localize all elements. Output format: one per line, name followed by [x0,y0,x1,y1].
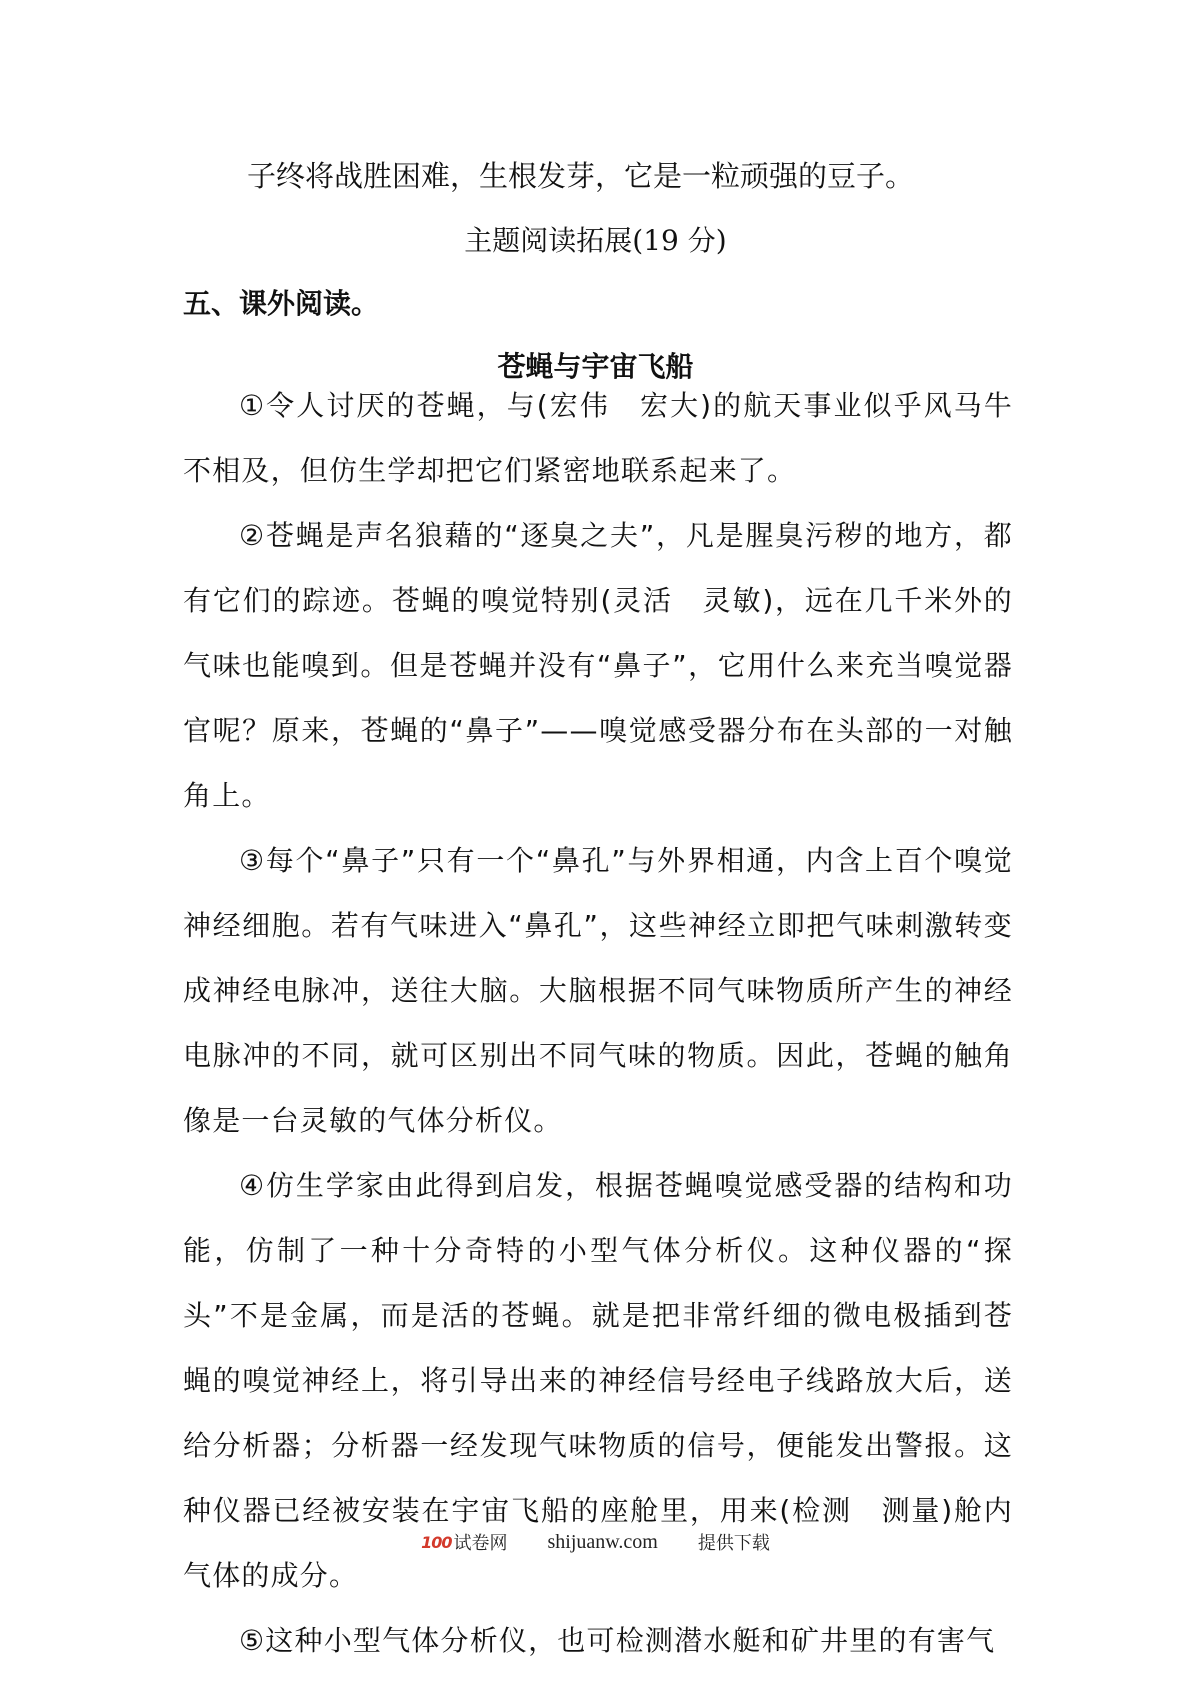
paragraph-4: ④仿生学家由此得到启发，根据苍蝇嗅觉感受器的结构和功能，仿制了一种十分奇特的小型气体分析仪。这种仪器的“探头”不是金属，而是活的苍蝇。就是把非常纤细的微电极插到苍蝇的嗅觉神经上，将引导出来的神经信号经电子线路放大后，送给分析器；分析器一经发现气味物质的信号，便能发出警报。这种仪器已经被安装在宇宙飞船的座舱里，用来(检测 测量)舱内气体的成分。 [183,1169,1013,1592]
paragraph-3: ③每个“鼻子”只有一个“鼻孔”与外界相通，内含上百个嗅觉神经细胞。若有气味进入“鼻孔”，这些神经立即把气味刺激转变成神经电脉冲，送往大脑。大脑根据不同气味物质所产生的神经电脉冲的不同，就可区别出不同气味的物质。因此，苍蝇的触角像是一台灵敏的气体分析仪。 [183,844,1013,1137]
article-body [183,373,1013,1673]
logo-number: 100 [421,1532,452,1552]
page-footer [0,1529,1191,1559]
continuation-line: 子终将战胜困难，生根发芽，它是一粒顽强的豆子。 [247,159,915,193]
paragraph-1: ①令人讨厌的苍蝇，与(宏伟 宏大)的航天事业似乎风马牛不相及，但仿生学却把它们紧密地联系起来了。 [183,389,1013,487]
paragraph-2: ②苍蝇是声名狼藉的“逐臭之夫”，凡是腥臭污秽的地方，都有它们的踪迹。苍蝇的嗅觉特别(灵活 灵敏)，远在几千米外的气味也能嗅到。但是苍蝇并没有“鼻子”，它用什么来充当嗅觉器官呢？原来，苍蝇的“鼻子”——嗅觉感受器分布在头部的一对触角上。 [183,519,1013,812]
site-url[interactable]: shijuanw.com [547,1530,658,1553]
footer-note: 提供下载 [697,1533,770,1554]
theme-heading: 主题阅读拓展(19 分) [464,224,727,257]
paragraph-5: ⑤这种小型气体分析仪，也可检测潜水艇和矿井里的有害气 [239,1624,996,1657]
article-title: 苍蝇与宇宙飞船 [497,350,694,383]
logo-text: 试卷网 [453,1533,508,1554]
section-heading: 五、课外阅读。 [183,287,380,320]
